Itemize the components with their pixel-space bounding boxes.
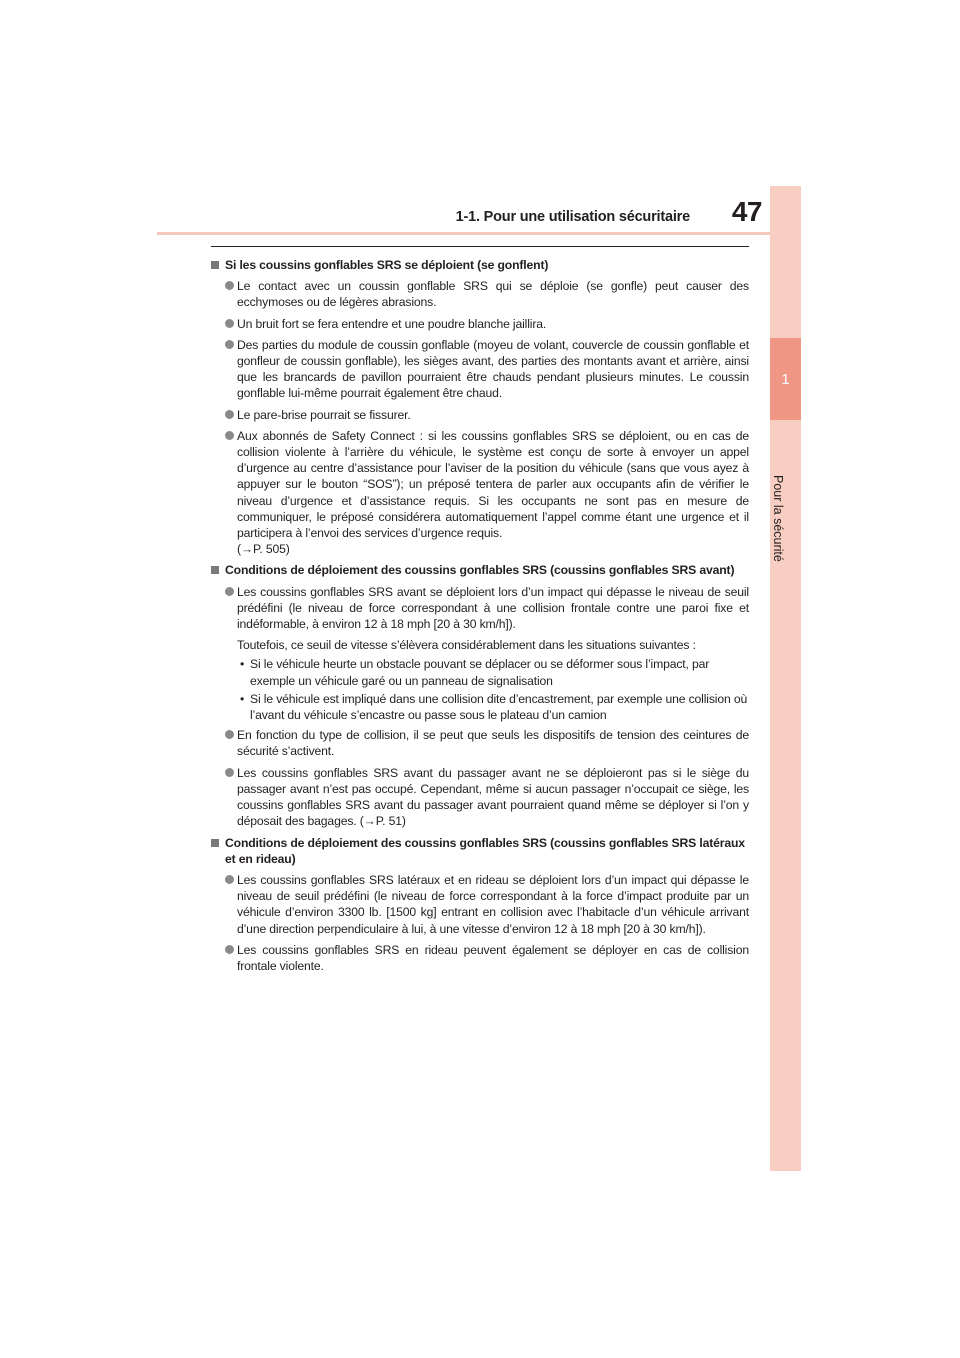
side-tab-title: Pour la sécurité xyxy=(771,475,785,562)
section-heading-text: Conditions de déploiement des coussins gonflables SRS (coussins gonflables SRS avant) xyxy=(225,563,735,578)
round-bullet-icon xyxy=(225,587,234,596)
section-heading xyxy=(211,562,749,578)
list-item-text: Un bruit fort se fera entendre et une poudre blanche jaillira. xyxy=(237,316,547,331)
content-top-rule xyxy=(211,246,749,247)
round-bullet-icon xyxy=(225,281,234,290)
list-item xyxy=(211,337,749,402)
sub-bullet-icon: • xyxy=(240,657,245,672)
round-bullet-icon xyxy=(225,340,234,349)
list-item xyxy=(211,428,749,558)
round-bullet-icon xyxy=(225,410,234,419)
sub-list-item-text: Si le véhicule heurte un obstacle pouvant se déplacer ou se déformer sous l’impact, par exemple un véhicule garé ou un panneau de signalisation xyxy=(250,657,710,688)
square-bullet-icon xyxy=(211,839,219,847)
list-item-text: Les coussins gonflables SRS en rideau peuvent également se déployer en cas de collision frontale violente. xyxy=(237,942,749,973)
list-item xyxy=(211,407,749,423)
sub-list-item xyxy=(211,691,749,723)
square-bullet-icon xyxy=(211,261,219,269)
list-item xyxy=(211,727,749,759)
round-bullet-icon xyxy=(225,431,234,440)
paragraph: Toutefois, ce seuil de vitesse s’élèvera considérablement dans les situations suivantes : xyxy=(237,638,696,653)
round-bullet-icon xyxy=(225,319,234,328)
section-heading xyxy=(211,835,749,867)
list-item-text: Le contact avec un coussin gonflable SRS qui se déploie (se gonfle) peut causer des ecchymoses ou de légères abrasions. xyxy=(237,279,749,310)
header-title: 1-1. Pour une utilisation sécuritaire xyxy=(455,209,690,225)
round-bullet-icon xyxy=(225,945,234,954)
sub-bullet-icon: • xyxy=(240,691,245,706)
section-heading xyxy=(211,257,749,273)
main-content xyxy=(211,257,749,979)
list-item xyxy=(211,942,749,974)
list-item-text: Les coussins gonflables SRS avant se déploient lors d’un impact qui dépasse le niveau de seuil prédéfini (le niveau de force correspondant à une collision frontale contre une paroi fixe et indéformable, à environ 12 à 18 mph [20 à 30 km/h]). xyxy=(237,584,749,632)
list-item-text: Les coussins gonflables SRS avant du passager avant ne se déploieront pas si le siège du passager avant n’est pas occupé. Cependant, même si aucun passager n’occupait ce siège, les coussins gonflables SRS avant du passager avant pourraient quand même se déployer si l’on y déposait des bagages. xyxy=(237,765,749,829)
list-item xyxy=(211,278,749,310)
list-item xyxy=(211,316,749,332)
list-item xyxy=(211,872,749,937)
list-item-text: En fonction du type de collision, il se peut que seuls les dispositifs de tension des ceintures de sécurité s’activent. xyxy=(237,728,749,759)
list-item-text: Aux abonnés de Safety Connect : si les coussins gonflables SRS se déploient, ou en cas de collision violente à l’arrière du véhicule, le système est conçu de sorte à envoyer un appel d’urgence au centre d’assistance pour l’aviser de la position du véhicule (sans que vous ayez à appuyer sur le bouton “SOS”); un préposé tentera de parler aux occupants afin de vérifier le niveau d’urgence et d’assistance requis. Si les occupants ne sont pas en mesure de communiquer, le préposé considérera automatiquement l’appel comme étant une urgence et il participera à l’envoi des services d’urgence requis. xyxy=(237,428,749,541)
section-heading-text: Si les coussins gonflables SRS se déploient (se gonflent) xyxy=(225,258,549,272)
section-heading-text: Conditions de déploiement des coussins gonflables SRS (coussins gonflables SRS latéraux et en rideau) xyxy=(225,835,745,866)
list-item xyxy=(211,584,749,633)
sub-list-item xyxy=(211,656,749,688)
list-item xyxy=(211,765,749,830)
round-bullet-icon xyxy=(225,875,234,884)
list-item-text: Les coussins gonflables SRS latéraux et en rideau se déploient lors d’un impact qui dépasse le niveau de seuil prédéfini (le niveau de force correspondant à la force d’impact produite par un véhicule d’environ 3300 lb. [1500 kg] entrant en collision avec l’habitacle d’un véhicule arrivant d’une direction perpendiculaire à lui, à une vitesse d’environ 12 à 18 mph [20 à 30 km/h]). xyxy=(237,872,749,936)
page-reference-link[interactable]: (→P. 505) xyxy=(237,542,290,557)
header-rule xyxy=(157,232,770,235)
page-reference-link[interactable]: (→P. 51) xyxy=(359,814,406,829)
list-item-text: Le pare-brise pourrait se fissurer. xyxy=(237,407,411,422)
page-number: 47 xyxy=(731,196,762,227)
square-bullet-icon xyxy=(211,566,219,574)
list-item-text: Des parties du module de coussin gonflable (moyeu de volant, couvercle de coussin gonflable et gonfleur de coussin gonflable), les sièges avant, des parties des montants avant et arrière, ainsi que les brancards de pavillon pourraient être chauds pendant plusieurs minutes. Le coussin gonflable lui-même pourrait également être chaud. xyxy=(237,337,749,401)
side-tab-number: 1 xyxy=(781,371,790,388)
side-tab xyxy=(770,186,801,1171)
round-bullet-icon xyxy=(225,730,234,739)
sub-list-item-text: Si le véhicule est impliqué dans une collision dite d’encastrement, par exemple une collision où l’avant du véhicule s’encastre ou passe sous le plateau d’un camion xyxy=(250,691,748,723)
round-bullet-icon xyxy=(225,768,234,777)
